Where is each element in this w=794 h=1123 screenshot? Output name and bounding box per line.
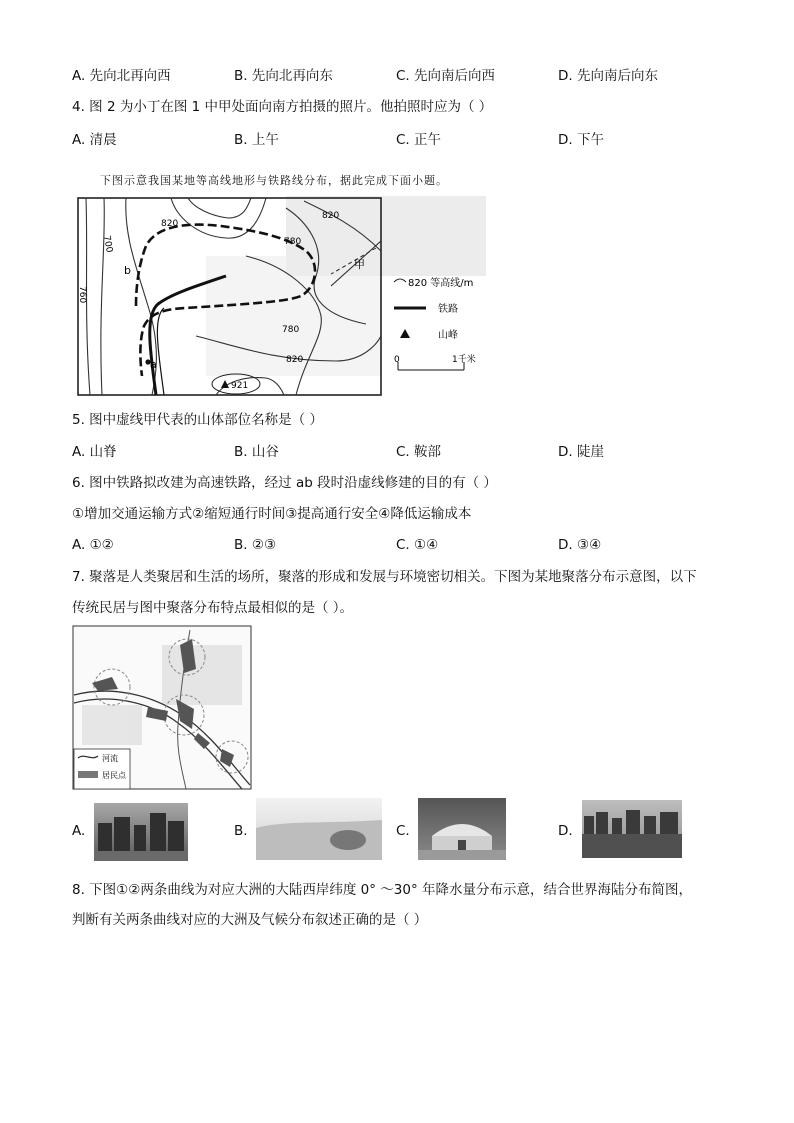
point-b-label: b [124, 264, 131, 277]
legend-river-label: 河流 [102, 754, 118, 763]
contour-label: 820 [286, 355, 304, 365]
settlement-distribution-map [72, 625, 252, 790]
q5-option-a[interactable]: A. 山脊 [72, 444, 117, 460]
q4-option-b[interactable]: B. 上午 [234, 132, 279, 148]
legend-peak-label: 山峰 [438, 330, 458, 341]
q5-option-d[interactable]: D. 陡崖 [558, 444, 604, 460]
q7-option-b-image[interactable] [256, 798, 382, 860]
q7-option-d-letter[interactable]: D. [558, 823, 573, 839]
q7-option-d-image[interactable] [582, 800, 682, 858]
q4-option-d[interactable]: D. 下午 [558, 132, 604, 148]
q7-option-a-letter[interactable]: A. [72, 823, 86, 839]
q5-stem: 5. 图中虚线甲代表的山体部位名称是（ ） [72, 412, 323, 428]
q7-option-c-letter[interactable]: C. [396, 823, 410, 839]
contour-label: 700 [101, 234, 114, 254]
contour-label: 760 [77, 286, 87, 304]
q7-option-b-letter[interactable]: B. [234, 823, 248, 839]
contour-label: 820 [161, 219, 179, 229]
legend-contour-icon [394, 279, 406, 282]
legend-railway-label: 铁路 [438, 304, 458, 315]
q4-option-c[interactable]: C. 正午 [396, 132, 442, 148]
q6-choices: ①增加交通运输方式②缩短通行时间③提高通行安全④降低运输成本 [72, 506, 472, 522]
q5-option-c[interactable]: C. 鞍部 [396, 444, 442, 460]
contour-label: 780 [284, 237, 302, 247]
point-a-label: a [150, 358, 157, 371]
point-jia-label: 甲 [354, 258, 365, 271]
q4-stem: 4. 图 2 为小丁在图 1 中甲处面向南方拍摄的照片。他拍照时应为（ ） [72, 99, 493, 115]
q3-option-d[interactable]: D. 先向南后向东 [558, 68, 658, 84]
q5-option-b[interactable]: B. 山谷 [234, 444, 279, 460]
q6-option-d[interactable]: D. ③④ [558, 537, 602, 553]
q6-option-a[interactable]: A. ①② [72, 537, 114, 553]
contour-line [101, 198, 104, 395]
q8-stem-line2: 判断有关两条曲线对应的大洲及气候分布叙述正确的是（ ） [72, 912, 428, 928]
map-intro: 下图示意我国某地等高线地形与铁路线分布，据此完成下面小题。 [100, 174, 448, 187]
q3-option-c[interactable]: C. 先向南后向西 [396, 68, 496, 84]
q3-option-a[interactable]: A. 先向北再向西 [72, 68, 171, 84]
q7-stem-line2: 传统民居与图中聚落分布特点最相似的是（ ）。 [72, 600, 354, 616]
legend-settlement-label: 居民点 [102, 771, 126, 780]
q7-stem-line1: 7. 聚落是人类聚居和生活的场所，聚落的形成和发展与环境密切相关。下图为某地聚落分布示意图，以下 [72, 569, 697, 585]
legend-peak-icon [400, 329, 410, 338]
q7-option-a-image[interactable] [94, 803, 188, 861]
q4-option-a[interactable]: A. 清晨 [72, 132, 117, 148]
scale-zero: 0 [394, 355, 400, 365]
q7-option-c-image[interactable] [418, 798, 506, 860]
contour-label: 820 [322, 211, 340, 221]
peak-label: 921 [231, 381, 249, 391]
q6-stem: 6. 图中铁路拟改建为高速铁路，经过 ab 段时沿虚线修建的目的有（ ） [72, 475, 497, 491]
q6-option-b[interactable]: B. ②③ [234, 537, 277, 553]
contour-line [188, 198, 251, 218]
q6-option-c[interactable]: C. ①④ [396, 537, 439, 553]
legend-settlement-icon [78, 771, 98, 778]
scale-unit: 1千米 [452, 355, 476, 365]
contour-railway-map [76, 196, 506, 398]
legend-contour-label: 820 等高线/m [408, 278, 474, 289]
q3-option-b[interactable]: B. 先向北再向东 [234, 68, 333, 84]
q8-stem-line1: 8. 下图①②两条曲线为对应大洲的大陆西岸纬度 0° ～30° 年降水量分布示意，结合世界海陆分布简图， [72, 882, 693, 898]
contour-label: 780 [282, 325, 300, 335]
